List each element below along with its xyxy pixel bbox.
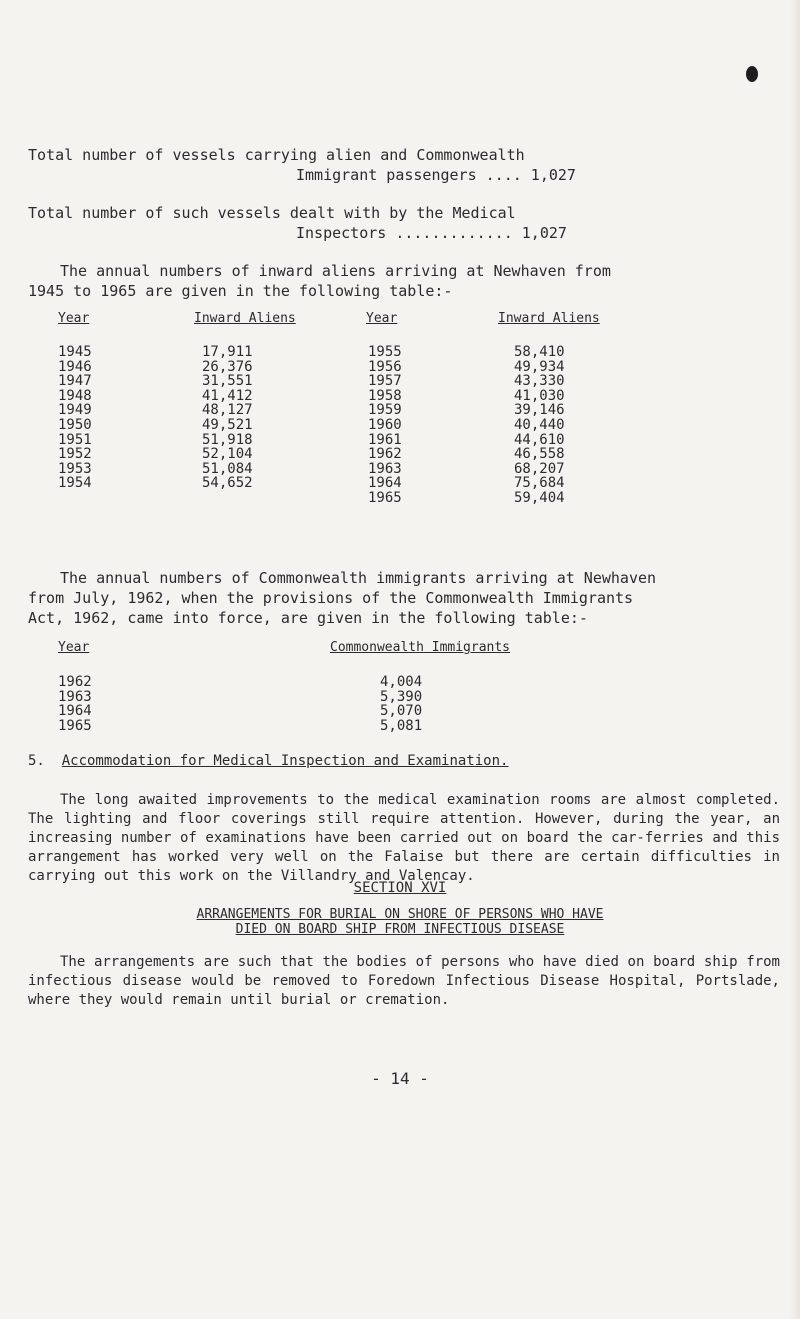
section-16-body: The arrangements are such that the bodies of persons who have died on board ship from infectious disease would be removed to Foredown Infectious Disease Hospital, Portslade, where they would remain until burial or cremation. [28,954,780,1008]
table-cell-value: 5,070 [380,703,423,720]
table-cell-year: 1957 [368,373,402,390]
table-cell-year: 1948 [58,387,92,404]
table-cell-value: 17,911 [202,344,253,360]
table-cell-value: 58,410 [514,344,565,360]
table-cell-value: 26,376 [202,358,253,375]
aliens-left-years [58,345,92,491]
aliens-right-values [514,345,565,506]
table-cell-year: 1963 [58,688,92,705]
aliens-header-year-left: Year [58,311,90,326]
commonwealth-intro-line-1: The annual numbers of Commonwealth immigrants arriving at Newhaven [60,569,657,587]
table-cell-value: 49,521 [202,416,253,433]
table-cell-value: 49,934 [514,358,565,375]
table-cell-year: 1951 [58,431,92,448]
aliens-header-year-right: Year [366,311,398,326]
table-cell-year: 1963 [368,460,402,477]
section-5-body: The long awaited improvements to the medical examination rooms are almost completed. The lighting and floor coverings still require attention. However, during the year, an increasing number of examinations have been carried out on board the car-ferries and this arrangement has worked very well on the Falaise but there are certain difficulties in carrying out this work on the Villandry and Valencay. [28,792,780,884]
table-cell-year: 1960 [368,416,402,433]
commonwealth-header-year: Year [58,640,90,655]
table-cell-value: 44,610 [514,431,565,448]
aliens-right-years [368,345,402,506]
table-cell-value: 40,440 [514,416,565,433]
section-16-heading-2: DIED ON BOARD SHIP FROM INFECTIOUS DISEASE [235,922,565,937]
commonwealth-header-value: Commonwealth Immigrants [330,640,511,655]
table-cell-year: 1947 [58,373,92,390]
table-cell-year: 1964 [58,703,92,720]
aliens-header-value-right: Inward Aliens [498,311,600,326]
table-cell-year: 1959 [368,402,402,419]
table-cell-year: 1945 [58,344,92,360]
table-cell-year: 1953 [58,460,92,477]
table-cell-value: 39,146 [514,402,565,419]
punch-hole [746,66,758,82]
section-5-number: 5. [28,753,45,769]
table-cell-value: 48,127 [202,402,253,419]
table-cell-value: 4,004 [380,674,423,690]
vessels-line-4: Inspectors ............. 1,027 [296,224,567,242]
table-cell-year: 1952 [58,446,92,463]
table-cell-year: 1965 [58,717,92,734]
table-cell-value: 31,551 [202,373,253,390]
vessels-line-3: Total number of such vessels dealt with by the Medical [28,204,516,222]
section-16-title: SECTION XVI [353,880,447,896]
aliens-left-values [202,345,253,491]
vessels-line-1: Total number of vessels carrying alien and Commonwealth [28,146,525,164]
table-cell-year: 1961 [368,431,402,448]
table-cell-year: 1962 [58,674,92,690]
table-cell-value: 43,330 [514,373,565,390]
table-cell-year: 1964 [368,475,402,492]
commonwealth-years [58,675,92,733]
table-cell-year: 1950 [58,416,92,433]
table-cell-value: 75,684 [514,475,565,492]
section-16-heading-1: ARRANGEMENTS FOR BURIAL ON SHORE OF PERSONS WHO HAVE [196,907,604,922]
table-cell-year: 1956 [368,358,402,375]
table-cell-value: 51,918 [202,431,253,448]
aliens-intro-line-2: 1945 to 1965 are given in the following table:- [28,282,453,300]
table-cell-year: 1955 [368,344,402,360]
commonwealth-intro-line-2: from July, 1962, when the provisions of the Commonwealth Immigrants [28,589,634,607]
table-cell-year: 1954 [58,475,92,492]
page-edge [790,0,800,1319]
table-cell-value: 59,404 [514,489,565,506]
table-cell-value: 68,207 [514,460,565,477]
page-number: - 14 - [371,1069,429,1088]
table-cell-year: 1962 [368,446,402,463]
vessels-line-2: Immigrant passengers .... 1,027 [296,166,576,184]
table-cell-value: 46,558 [514,446,565,463]
commonwealth-values [380,675,422,733]
aliens-header-value-left: Inward Aliens [194,311,296,326]
table-cell-value: 54,652 [202,475,253,492]
table-cell-year: 1958 [368,387,402,404]
aliens-intro-line-1: The annual numbers of inward aliens arriving at Newhaven from [60,262,611,280]
table-cell-value: 41,030 [514,387,565,404]
table-cell-year: 1949 [58,402,92,419]
commonwealth-intro-line-3: Act, 1962, came into force, are given in the following table:- [28,609,588,627]
section-5-title [28,752,508,771]
table-cell-year: 1946 [58,358,92,375]
table-cell-value: 5,390 [380,688,423,705]
table-cell-value: 51,084 [202,460,253,477]
section-5-heading: Accommodation for Medical Inspection and Examination. [61,753,509,769]
table-cell-year: 1965 [368,489,402,506]
table-cell-value: 5,081 [380,717,423,734]
table-cell-value: 41,412 [202,387,253,404]
table-cell-value: 52,104 [202,446,253,463]
